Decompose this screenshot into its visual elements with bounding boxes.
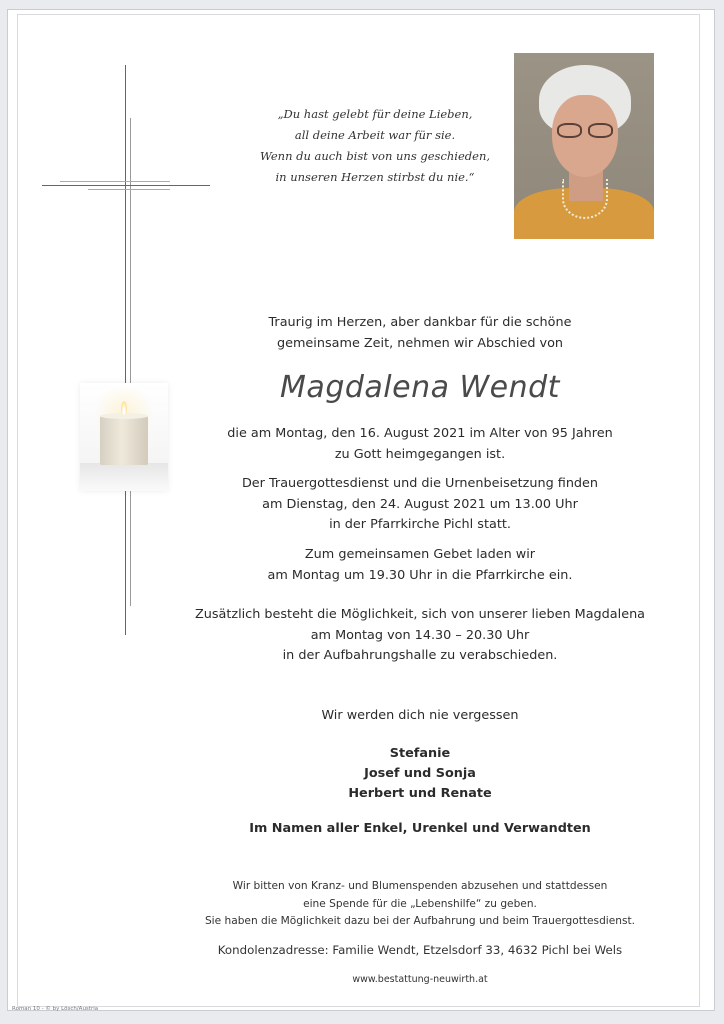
viewing-paragraph: Zusätzlich besteht die Möglichkeit, sich von unserer lieben Magdalena am Montag von 14.30 – 20.30 Uhr in der Aufbahrungshalle zu verabschieden. <box>194 607 646 664</box>
footer-note: Roman 10 - © by Lösch/Austria <box>12 1006 99 1012</box>
farewell-line: Wir werden dich nie vergessen <box>321 708 519 723</box>
prayer-paragraph: Zum gemeinsamen Gebet laden wir am Montag um 19.30 Uhr in die Pfarrkirche ein. <box>267 547 573 583</box>
cross-horizontal-line <box>42 185 210 186</box>
candle-icon <box>100 415 148 465</box>
website-link[interactable]: www.bestattung-neuwirth.at <box>352 974 488 985</box>
condolence-address: Kondolenzadresse: Familie Wendt, Etzelsdorf 33, 4632 Pichl bei Wels <box>217 943 623 957</box>
mourner-item: Herbert und Renate <box>348 786 492 801</box>
mourners-list <box>170 744 670 804</box>
on-behalf-line: Im Namen aller Enkel, Urenkel und Verwandten <box>249 821 591 836</box>
cross-vertical-line-secondary <box>130 118 131 606</box>
donation-request: Wir bitten von Kranz- und Blumenspenden abzusehen und stattdessen eine Spende für die „Lebenshilfe“ zu geben. Sie haben die Möglichkeit dazu bei der Aufbahrung und beim Trauergottesdienst. <box>204 880 636 927</box>
flame-icon <box>121 401 127 415</box>
death-paragraph: die am Montag, den 16. August 2021 im Alter von 95 Jahren zu Gott heimgegangen ist. <box>227 426 613 462</box>
pearl-necklace <box>562 179 608 219</box>
cross-horizontal-line-upper <box>60 181 170 182</box>
mourner-item: Josef und Sonja <box>364 766 476 781</box>
cross-vertical-line <box>125 65 126 635</box>
candle-image <box>80 383 168 491</box>
mourner-item: Stefanie <box>389 746 451 761</box>
cross-horizontal-line-lower <box>88 189 170 190</box>
portrait-photo <box>514 53 654 239</box>
glasses-icon <box>555 123 615 139</box>
deceased-name: Magdalena Wendt <box>280 370 560 405</box>
memorial-quote: „Du hast gelebt für deine Lieben, all deine Arbeit war für sie. Wenn du auch bist von uns geschieden, in unseren Herzen stirbst du nie.“ <box>259 107 491 184</box>
intro-text: Traurig im Herzen, aber dankbar für die schöne gemeinsame Zeit, nehmen wir Abschied von <box>268 315 572 351</box>
service-paragraph: Der Trauergottesdienst und die Urnenbeisetzung finden am Dienstag, den 24. August 2021 um 13.00 Uhr in der Pfarrkirche Pichl statt. <box>241 476 599 533</box>
